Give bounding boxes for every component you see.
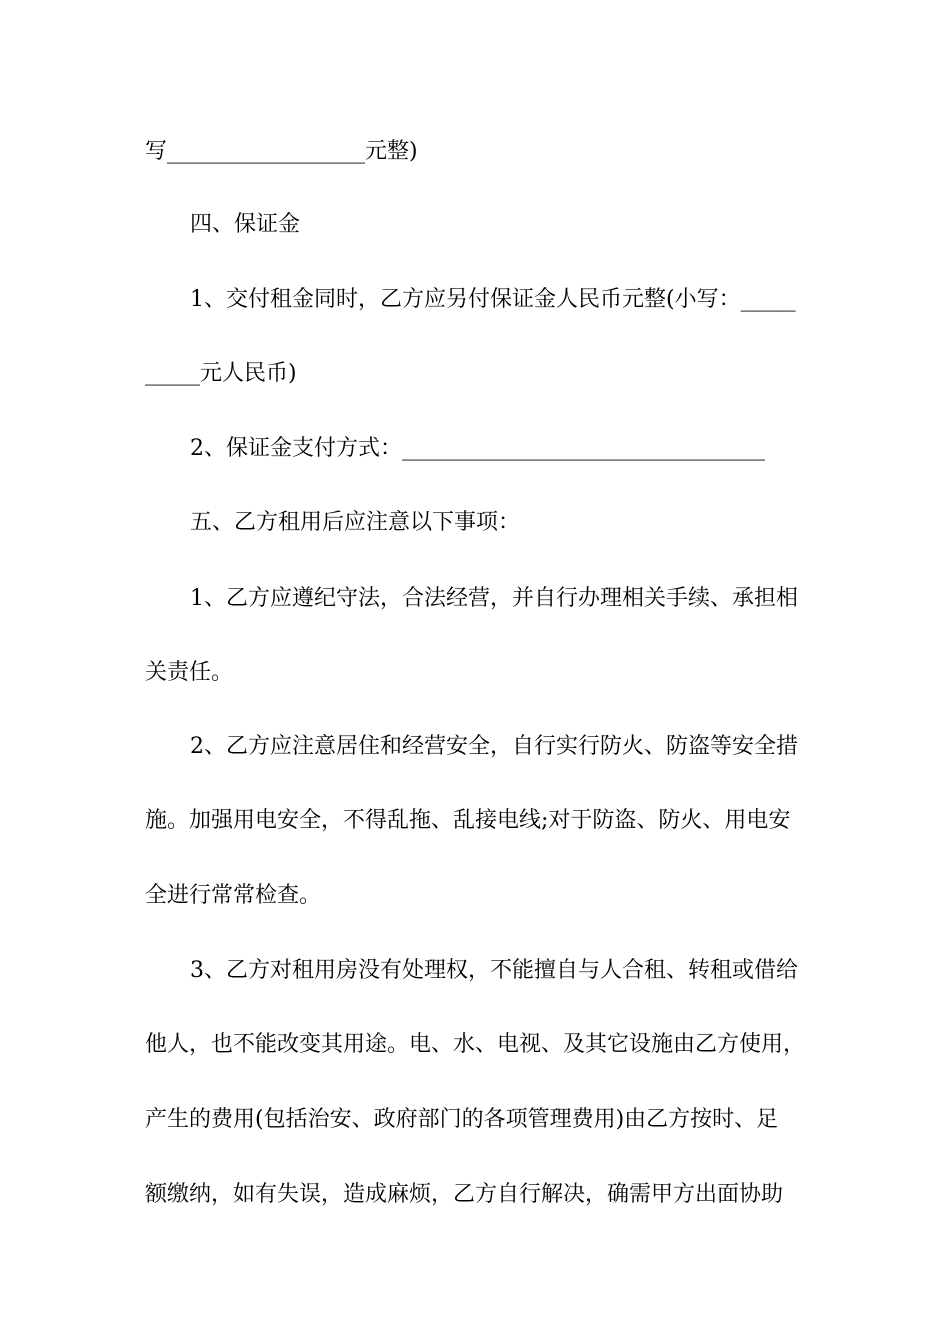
text-line: 施。加强用电安全，不得乱拖、乱接电线;对于防盗、防火、用电安 (145, 808, 791, 833)
text-line: 额缴纳，如有失误，造成麻烦，乙方自行解决，确需甲方出面协助 (145, 1182, 784, 1207)
text-line: 全进行常常检查。 (145, 883, 322, 908)
text-line: 2、乙方应注意居住和经营安全，自行实行防火、防盗等安全措 (190, 734, 798, 759)
text-line: 2、保证金支付方式：_________________________________ (190, 436, 765, 461)
section-heading: 四、保证金 (190, 212, 301, 237)
text-line: _____元人民币) (145, 361, 297, 386)
text-line: 关责任。 (145, 660, 234, 685)
text-line: 他人，也不能改变其用途。电、水、电视、及其它设施由乙方使用， (145, 1032, 806, 1057)
section-heading: 五、乙方租用后应注意以下事项： (190, 510, 521, 535)
text-line: 1、乙方应遵纪守法，合法经营，并自行办理相关手续、承担相 (190, 586, 798, 611)
text-line: 产生的费用(包括治安、政府部门的各项管理费用)由乙方按时、足 (145, 1107, 779, 1132)
text-line: 1、交付租金同时，乙方应另付保证金人民币元整(小写：_____ (190, 287, 796, 312)
text-line: 写__________________元整) (145, 139, 418, 164)
text-line: 3、乙方对租用房没有处理权，不能擅自与人合租、转租或借给 (190, 958, 798, 983)
